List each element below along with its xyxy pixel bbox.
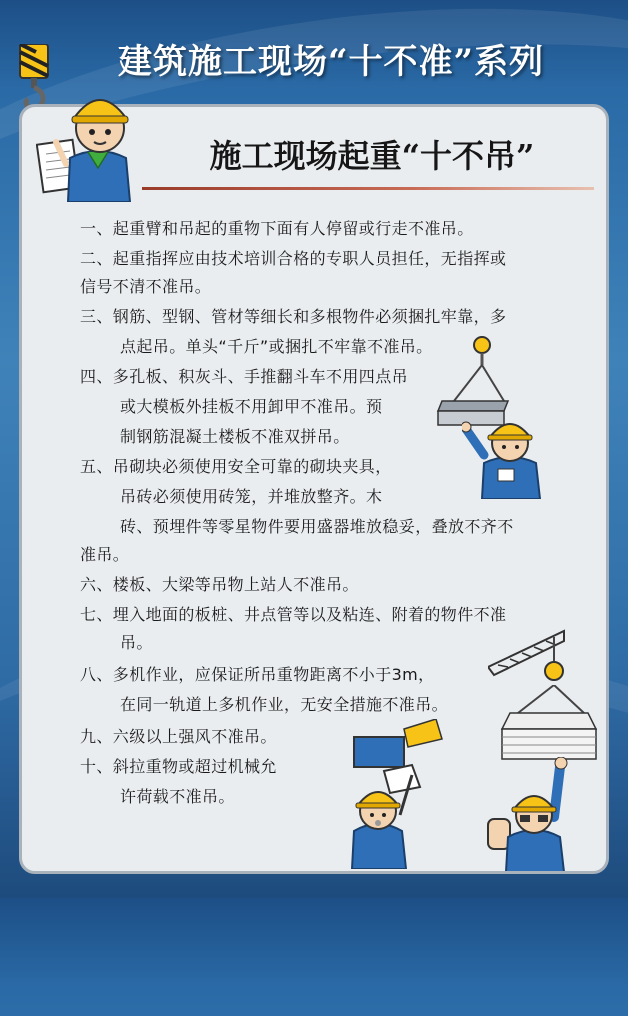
rule-line: 制钢筋混凝土楼板不准双拼吊。 [120, 427, 350, 446]
rule-line: 一、起重臂和吊起的重物下面有人停留或行走不准吊。 [80, 219, 474, 238]
worker-clipboard-icon [36, 72, 136, 202]
brick-cage-icon [488, 685, 598, 765]
rule-line: 吊砖必须使用砖笼，并堆放整齐。木 [120, 487, 383, 506]
panel-title: 施工现场起重“十不吊” [209, 137, 535, 175]
header-title: 建筑施工现场“十不准”系列 [118, 42, 545, 82]
pointing-worker-icon [462, 407, 558, 499]
rule-line: 五、吊砌块必须使用安全可靠的砌块夹具， [80, 457, 392, 476]
rule-line: 八、多机作业，应保证所吊重物距离不小于3m， [80, 665, 435, 684]
rule-line: 七、埋入地面的板桩、井点管等以及粘连、附着的物件不准 [80, 605, 507, 624]
rule-line: 三、钢筋、型钢、管材等细长和多根物件必须捆扎牢靠，多 [80, 307, 507, 326]
rule-line: 或大模板外挂板不用卸甲不准吊。预 [120, 397, 383, 416]
rule-line: 信号不清不准吊。 [80, 277, 212, 296]
rule-line: 在同一轨道上多机作业，无安全措施不准吊。 [120, 695, 449, 714]
rule-line: 九、六级以上强风不准吊。 [80, 727, 277, 746]
rule-line: 许荷载不准吊。 [120, 787, 235, 806]
rules-panel [19, 104, 609, 874]
stop-worker-icon [484, 757, 594, 872]
flagman-worker-icon [324, 719, 444, 869]
rule-line: 准吊。 [80, 545, 130, 564]
rule-line: 四、多孔板、积灰斗、手推翻斗车不用四点吊 [80, 367, 409, 386]
rule-line: 点起吊。单头“千斤”或捆扎不牢靠不准吊。 [120, 337, 433, 356]
rule-line: 十、斜拉重物或超过机械允 [80, 757, 277, 776]
rule-line: 吊。 [120, 633, 153, 652]
rule-line: 二、起重指挥应由技术培训合格的专职人员担任，无指挥或 [80, 249, 507, 268]
rule-line: 六、楼板、大梁等吊物上站人不准吊。 [80, 575, 359, 594]
rule-line: 砖、预埋件等零星物件要用盛器堆放稳妥，叠放不齐不 [120, 517, 514, 536]
